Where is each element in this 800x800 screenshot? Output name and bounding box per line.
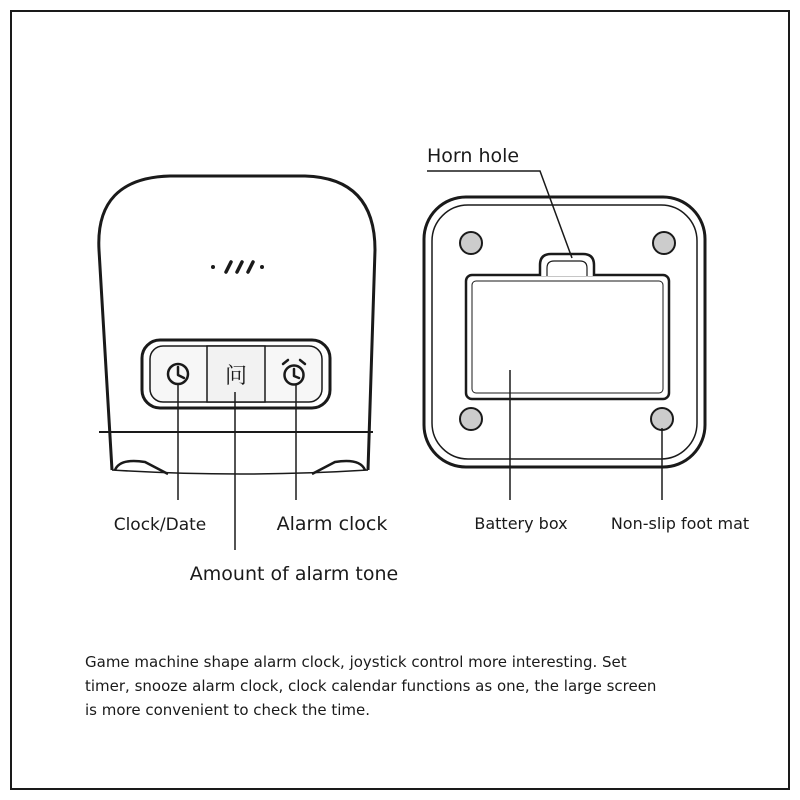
horn-hole: [540, 254, 594, 276]
product-description: [85, 650, 725, 722]
label-alarm-tone: Amount of alarm tone: [189, 563, 399, 585]
front-body-outline: [99, 176, 375, 470]
label-alarm-clock: Alarm clock: [276, 513, 388, 535]
description-line: is more convenient to check the time.: [85, 701, 371, 719]
speaker-slots-icon: [211, 262, 264, 272]
front-view: [99, 176, 375, 474]
label-clock-date: Clock/Date: [113, 515, 207, 535]
label-foot-mat: Non-slip foot mat: [610, 514, 750, 533]
description-line: Game machine shape alarm clock, joystick control more interesting. Set: [85, 653, 627, 671]
label-battery-box: Battery box: [474, 514, 568, 533]
battery-box: [466, 275, 669, 399]
description-line: timer, snooze alarm clock, clock calendar functions as one, the large screen: [85, 677, 657, 695]
foot-mat-bottom-left: [460, 408, 482, 430]
foot-mat-top-left: [460, 232, 482, 254]
button-panel: [142, 340, 330, 408]
front-bottom-edge: [112, 470, 368, 474]
foot-mat-bottom-right: [651, 408, 673, 430]
foot-mat-top-right: [653, 232, 675, 254]
middle-button-glyph: 问: [224, 364, 248, 389]
label-horn-hole: Horn hole: [427, 145, 520, 167]
